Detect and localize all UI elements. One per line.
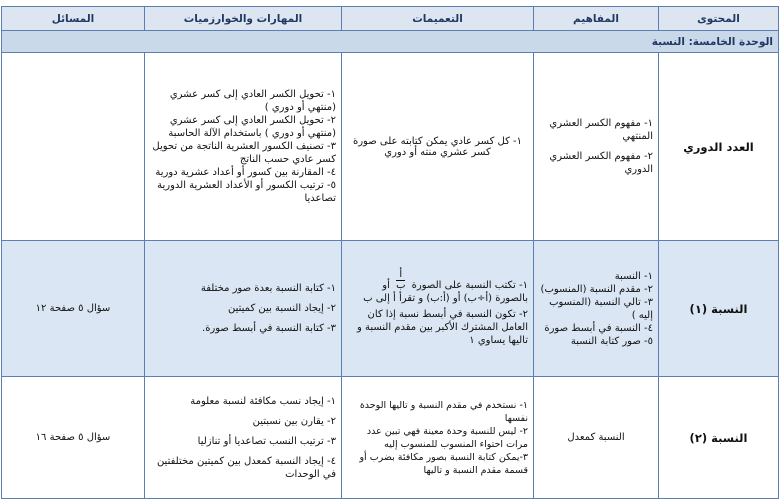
concept-item: ٤- النسبة في أبسط صورة [544, 322, 653, 334]
row-generalizations [342, 241, 534, 377]
row-generalizations [342, 377, 534, 499]
generalization-item: ١- كل كسر عادي يمكن كتابته على صورة كسر عشري منته أو دوري [352, 135, 523, 158]
skill-item: ٣- ترتيب النسب تصاعديا أو تنازليا [197, 435, 336, 447]
header-generalizations: التعميمات [342, 7, 534, 31]
header-problems: المسائل [2, 7, 145, 31]
skill-item: ١- إيجاد نسب مكافئة لنسبة معلومة [190, 395, 336, 407]
concept-item: ٢- مقدم النسبة (المنسوب) [540, 283, 653, 295]
skill-item: ٤- المقارنة بين كسور أو أعداد عشرية دورية [155, 167, 336, 178]
table-row [2, 377, 779, 499]
skill-item: ٣- كتابة النسبة في أبسط صورة. [202, 323, 336, 334]
skill-item: ١- تحويل الكسر العادي إلى كسر عشري (منتهي أو دوري ) [169, 89, 336, 113]
generalization-item [347, 270, 528, 305]
skill-item: ٢- يقارن بين نسبتين [252, 415, 336, 427]
header-concepts: المفاهيم [534, 7, 659, 31]
row-content: النسبة (١) [659, 241, 779, 377]
concept-item: ١- مفهوم الكسر العشري المنتهي [549, 118, 653, 142]
row-skills [145, 241, 342, 377]
unit-title: الوحدة الخامسة: النسبة [2, 31, 779, 53]
generalization-text: بالصورة (أ÷ب) أو (أ:ب) و تقرأ أ إلى ب [363, 293, 528, 304]
skill-item: ٥- ترتيب الكسور أو الأعداد العشرية الدورية تصاعديا [157, 180, 336, 204]
skill-item: ٤- إيجاد النسبة كمعدل بين كميتين مختلفتين في الوحدات [156, 455, 336, 480]
header-skills: المهارات والخوارزميات [145, 7, 342, 31]
generalization-item: ٢- ليس للنسبة وحدة معينة فهي تبين عدد مرات احتواء المنسوب للمنسوب إليه [366, 425, 528, 450]
generalization-item: ٢- تكون النسبة في أبسط نسبة إذا كان العامل المشترك الأكبر بين مقدم النسبة و تاليها يساوي ١ [356, 309, 528, 346]
row-problems: سؤال ٥ صفحة ١٢ [2, 241, 145, 377]
table-row [2, 241, 779, 377]
row-content: النسبة (٢) [659, 377, 779, 499]
unit-row [2, 31, 779, 53]
row-concepts [534, 241, 659, 377]
generalization-item: ١- نستخدم في مقدم النسبة و تاليها الوحدة نفسها [359, 399, 528, 424]
generalization-text: أو [382, 280, 390, 291]
fraction [396, 270, 405, 291]
row-concepts [534, 377, 659, 499]
row-skills [145, 53, 342, 241]
fraction-denominator: ب [396, 280, 406, 291]
concept-item: النسبة كمعدل [567, 432, 625, 443]
row-content: العدد الدوري [659, 53, 779, 241]
generalization-item: ٣-يمكن كتابة النسبة بصور مكافئة بضرب أو قسمة مقدم النسبة و تاليها [359, 451, 528, 476]
concept-item: ٢- مفهوم الكسر العشري الدوري [549, 151, 653, 175]
table-row [2, 53, 779, 241]
concept-item: ٥- صور كتابة النسبة [570, 335, 653, 347]
row-problems [2, 53, 145, 241]
curriculum-table [1, 6, 779, 499]
header-content: المحتوى [659, 7, 779, 31]
skill-item: ٢- إيجاد النسبة بين كميتين [228, 303, 336, 314]
row-generalizations [342, 53, 534, 241]
generalization-text: ١- تكتب النسبة على الصورة [411, 280, 528, 291]
fraction-numerator: أ [396, 270, 405, 281]
skill-item: ٣- تصنيف الكسور العشرية الناتجة من تحويل كسر عادي حسب الناتج [152, 141, 336, 165]
row-skills [145, 377, 342, 499]
concept-item: ١- النسبة [614, 270, 653, 282]
header-row [2, 7, 779, 31]
skill-item: ١- كتابة النسبة بعدة صور مختلفة [200, 283, 336, 294]
row-problems: سؤال ٥ صفحة ١٦ [2, 377, 145, 499]
row-concepts [534, 53, 659, 241]
concept-item: ٣- تالي النسبة (المنسوب إليه ) [549, 296, 653, 321]
skill-item: ٢- تحويل الكسر العادي إلى كسر عشري (منتهي أو دوري ) باستخدام الآلة الحاسبة [168, 115, 336, 139]
